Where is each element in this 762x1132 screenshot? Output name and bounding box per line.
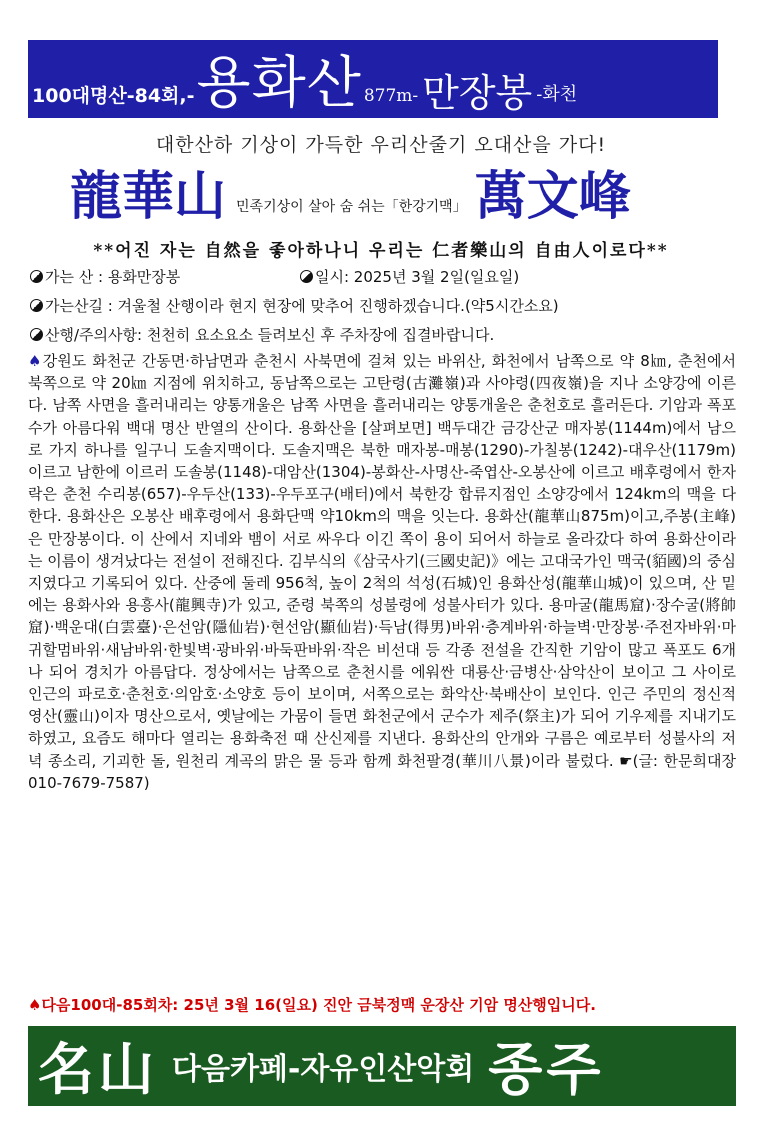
next-trip-notice: ♠다음100대-85회차: 25년 3월 16(일요) 진안 금북정맥 운장산 기암 명산행입니다.: [28, 996, 596, 1014]
bullet-circle-icon: [30, 299, 43, 312]
author-credit: ☛(글: 한문희대장 010-7679-7587): [28, 751, 736, 792]
club-name: 다음카페-자유인산악회: [172, 1052, 475, 1087]
info-mountain: 가는 산 : 용화만장봉: [45, 268, 181, 286]
info-notice: 산행/주의사항: 천천히 요소요소 들려보신 후 주차장에 집결바랍니다.: [45, 326, 495, 344]
info-notice-row: [30, 324, 494, 345]
info-date-group: [300, 266, 519, 287]
bullet-circle-icon: [30, 270, 43, 283]
info-mountain-row: [30, 266, 520, 287]
bullet-circle-icon: [300, 270, 313, 283]
traverse-label: 종주: [488, 1037, 605, 1103]
description-text: 강원도 화천군 간동면·하남면과 춘천시 사북면에 걸쳐 있는 바위산, 화천에서 남쪽으로 약 8㎞, 춘천에서 북쪽으로 약 20㎞ 지점에 위치하고, 동남쪽으로는 고탄령(古灘嶺)과 사야령(四夜嶺)을 지나 소양강에 이른다. 남쪽 사면을 흘러내리는 양통개울은 남쪽 사면을 흘러내리는 양통개울은 춘천호로 흘러든다. 기암과 폭포수가 아름다워 백대 명산 반열의 산이다. 용화산을 [살펴보면] 백두대간 금강산군 매자봉(1144m)에서 남으로 가지 하나를 일구니 도솔지맥이다. 도솔지맥은 북한 매자봉-매봉(1290)-가칠봉(1242)-대우산(1179m)이르고 남한에 이르러 도솔봉(1148)-대암산(1304)-봉화산-사명산-죽엽산-오봉산에 이르고 배후령에서 한자락은 춘천 수리봉(657)-우두산(133)-우두포구(배터)에서 북한강 합류지점인 소양강에서 124km의 맥을 다한다. 용화산은 오봉산 배후령에서 용화단맥 약10km의 맥을 잇는다. 용화산(龍華山875m)이고,주봉(主峰)은 만장봉이다. 이 산에서 지네와 뱀이 서로 싸우다 이긴 쪽이 용이 되어서 하늘로 올라갔다 하여 용화산이라는 이름이 생겨났다는 전설이 전해진다. 김부식의《삼국사기(三國史記)》에는 고대국가인 맥국(貊國)의 중심지였다고 기록되어 있다. 산중에 둘레 956척, 높이 2척의 석성(石城)인 용화산성(龍華山城)이 있으며, 산 밑에는 용화사와 용흥사(龍興寺)가 있고, 준령 북쪽의 성불령에 성불사터가 있다. 용마굴(龍馬窟)·장수굴(將帥窟)·백운대(白雲臺)·은선암(隱仙岩)·현선암(顯仙岩)·득남(得男)바위·층계바위·하늘벽·만장봉·주전자바위·마귀할멈바위·새남바위·한빛벽·광바위·바둑판바위·작은 비선대 등 각종 전설을 간직한 기암이 많고 폭포도 6개나 되어 경치가 아름답다. 정상에서는 남쪽으로 춘천시를 에워싼 대룡산·금병산·삼악산이 보이고 그 사이로 인근의 파로호·춘천호·의암호·소양호 등이 보이며, 서쪽으로는 화악산·북배산이 보인다. 인근 주민의 정신적 영산(靈山)이자 명산으로서, 옛날에는 가뭄이 들면 화천군에서 군수가 제주(祭主)가 되어 기우제를 지내기도 하였고, 요즘도 해마다 열리는 용화축전 때 산신제를 지낸다. 용화산의 안개와 구름은 예로부터 성불사의 저녁 종소리, 기괴한 돌, 원천리 계곡의 맑은 물 등과 함께 화천팔경(華川八景)이라 불렀다.: [28, 352, 737, 770]
hanja-mountain: 龍華山: [70, 166, 227, 227]
info-date: 일시: 2025년 3월 2일(일요일): [315, 268, 520, 286]
series-label: 100대명산-84회,-: [32, 85, 195, 107]
mountain-name: 용화산: [196, 51, 362, 116]
motto: **어진 자는 自然을 좋아하나니 우리는 仁者樂山의 自由人이로다**: [93, 241, 669, 261]
info-route-row: [30, 295, 559, 316]
tagline: 대한산하 기상이 가득한 우리산줄기 오대산을 가다!: [155, 134, 607, 156]
hanja-peak: 萬文峰: [474, 166, 631, 227]
hanja-subtitle: 민족기상이 살아 숨 쉬는「한강기맥」: [236, 199, 467, 215]
famous-mountain-hanja: 名山: [38, 1037, 158, 1103]
bottom-club-banner: [28, 1026, 736, 1106]
description-paragraph: [28, 350, 736, 794]
bullet-circle-icon: [30, 328, 43, 341]
info-route: 가는산길 : 겨울철 산행이라 현지 현장에 맞추어 진행하겠습니다.(약5시간소요): [45, 297, 559, 315]
hanja-title-row: [70, 164, 750, 230]
mountain-height: 877m-: [363, 86, 419, 106]
spade-icon: ♠: [28, 352, 43, 370]
peak-name: 만장봉: [422, 71, 533, 115]
top-title-banner: [28, 40, 718, 118]
region-label: -화천: [536, 84, 578, 105]
